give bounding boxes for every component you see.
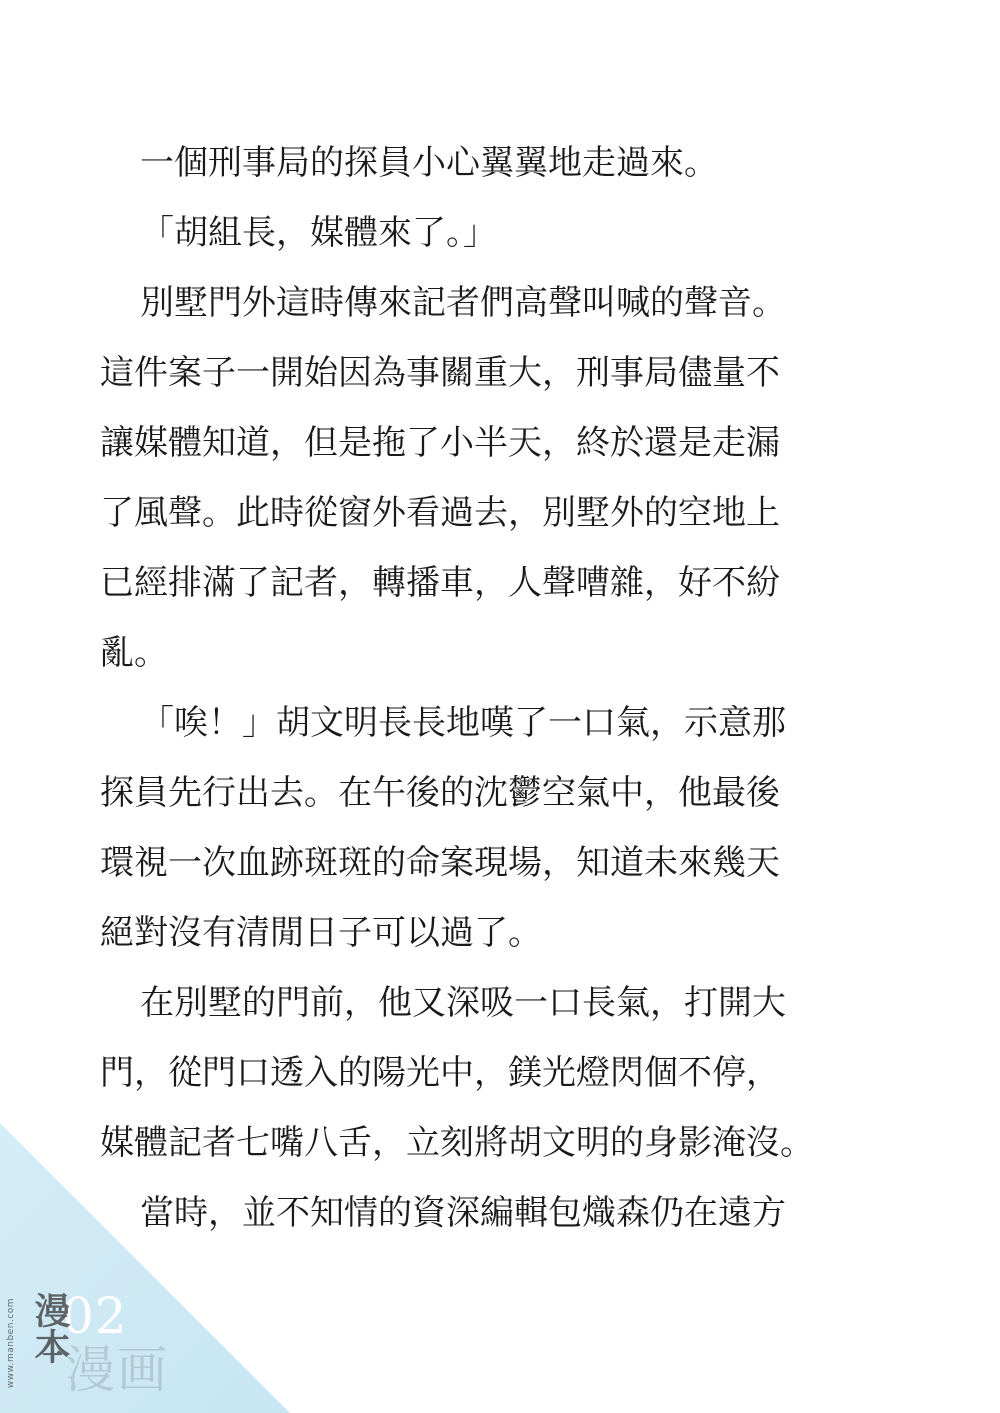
text-line: 「胡組長，媒體來了。」: [140, 213, 497, 253]
text-line: 讓媒體知道，但是拖了小半天，終於還是走漏: [100, 423, 780, 463]
text-line: 別墅門外這時傳來記者們高聲叫喊的聲音。: [140, 283, 786, 323]
text-line: 門，從門口透入的陽光中，鎂光燈閃個不停，: [100, 1053, 780, 1093]
text-line: 這件案子一開始因為事關重大，刑事局儘量不: [100, 353, 780, 393]
watermark-logo: 漫本: [29, 1292, 70, 1364]
text-line: 絕對沒有清閒日子可以過了。: [100, 913, 542, 953]
watermark-site: www.manben.com: [6, 1298, 16, 1389]
text-line: 已經排滿了記者，轉播車，人聲嘈雜，好不紛: [100, 563, 780, 603]
text-line: 當時，並不知情的資深編輯包熾森仍在遠方: [140, 1193, 786, 1233]
body-text: [100, 128, 920, 1248]
text-line: 在別墅的門前，他又深吸一口長氣，打開大: [140, 983, 786, 1023]
page-number: 02: [62, 1287, 128, 1345]
text-line: 亂。: [100, 633, 168, 673]
text-line: 媒體記者七嘴八舌，立刻將胡文明的身影淹沒。: [100, 1123, 814, 1163]
text-line: 探員先行出去。在午後的沈鬱空氣中，他最後: [100, 773, 780, 813]
watermark-text: 漫画: [65, 1341, 169, 1399]
text-line: 環視一次血跡斑斑的命案現場，知道未來幾天: [100, 843, 780, 883]
text-line: 了風聲。此時從窗外看過去，別墅外的空地上: [100, 493, 780, 533]
text-line: 「唉！」胡文明長長地嘆了一口氣，示意那: [140, 703, 786, 743]
text-line: 一個刑事局的探員小心翼翼地走過來。: [140, 143, 718, 183]
